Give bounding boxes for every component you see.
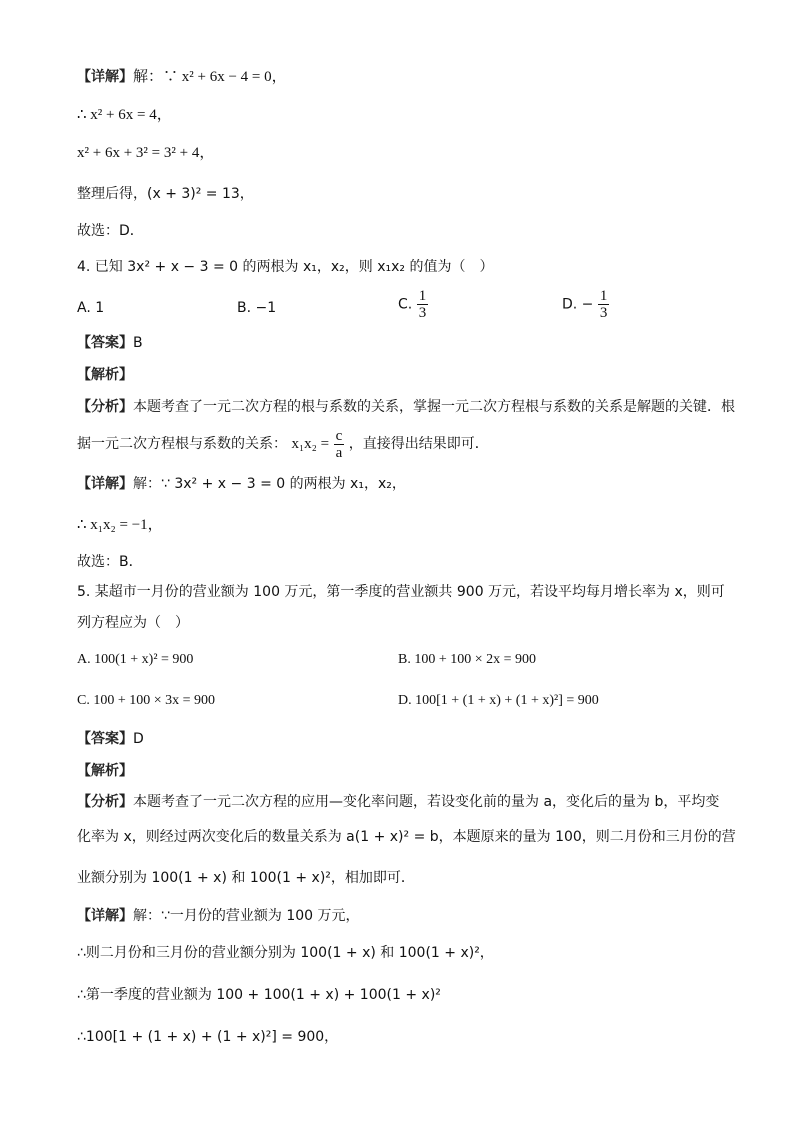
step-line-4: 整理后得，(x + 3)² = 13， — [77, 186, 254, 202]
detail-line-1 — [77, 66, 724, 88]
detail-5-line-4: ∴100[1 + (1 + x) + (1 + x)²] = 900， — [77, 1029, 339, 1045]
question-5-line-1: 5. 某超市一月份的营业额为 100 万元，第一季度的营业额共 900 万元，若设平均每月增长率为 x，则可 — [77, 584, 725, 600]
detail-5-line-2: ∴则二月份和三月份的营业额分别为 100(1 + x) 和 100(1 + x)²， — [77, 945, 494, 961]
q4-option-d — [562, 288, 609, 321]
formula-fraction — [334, 428, 345, 461]
q4-option-b: B. −1 — [237, 300, 277, 316]
detail-text: 解：∵ 3x² + x − 3 = 0 的两根为 x₁，x₂， — [133, 476, 406, 492]
analysis-4-line-2 — [77, 426, 724, 462]
detail-text: 解：∵一月份的营业额为 100 万元， — [133, 908, 360, 924]
answer-tag: 【答案】 — [77, 731, 133, 747]
detail-5-line-1 — [77, 905, 724, 927]
q4-option-c — [398, 288, 428, 321]
analysis-4-header — [77, 364, 724, 386]
analysis-text: ，直接得出结果即可． — [348, 436, 489, 452]
q5-option-b: B. 100 + 100 × 2x = 900 — [398, 652, 537, 667]
analysis-tag: 【解析】 — [77, 763, 133, 779]
formula: x₁x₂ = — [291, 436, 330, 452]
detail-4-line-3: 故选：B． — [77, 554, 143, 570]
q4-option-a: A. 1 — [77, 300, 105, 316]
detail-tag: 【详解】 — [77, 476, 133, 492]
q4-option-c-label: C. — [398, 296, 413, 313]
analysis-text: 据一元二次方程根与系数的关系： — [77, 436, 287, 452]
q5-option-a: A. 100(1 + x)² = 900 — [77, 652, 194, 667]
detail-5-line-3: ∴第一季度的营业额为 100 + 100(1 + x) + 100(1 + x)² — [77, 987, 441, 1003]
question-5-line-2: 列方程应为（ ） — [77, 615, 189, 631]
q4-option-d-label: D. − — [562, 296, 594, 313]
step-line-3: x² + 6x + 3² = 3² + 4， — [77, 145, 215, 161]
detail-tag: 【详解】 — [77, 908, 133, 924]
q5-option-d: D. 100[1 + (1 + x) + (1 + x)²] = 900 — [398, 693, 599, 708]
answer-value: D — [133, 731, 144, 747]
answer-4 — [77, 332, 724, 354]
detail-4-line-1 — [77, 473, 724, 495]
analysis-4-line-1 — [77, 396, 735, 418]
analysis-5-line-1 — [77, 791, 724, 813]
answer-value: B — [133, 335, 143, 351]
step-line-2: ∴ x² + 6x = 4， — [77, 107, 172, 123]
frac-numerator: 1 — [418, 288, 427, 304]
analysis-5-line-2: 化率为 x，则经过两次变化后的数量关系为 a(1 + x)² = b，本题原来的量为 100，则二月份和三月份的营 — [77, 829, 736, 845]
frac-denominator: 3 — [599, 305, 608, 321]
analysis-sub-tag: 【分析】 — [77, 794, 133, 810]
frac-numerator: c — [335, 427, 343, 444]
answer-5 — [77, 728, 724, 750]
q4-option-c-fraction — [417, 288, 429, 321]
q5-option-c: C. 100 + 100 × 3x = 900 — [77, 693, 216, 708]
analysis-sub-tag: 【分析】 — [77, 399, 133, 415]
q4-option-d-fraction — [598, 288, 610, 321]
detail-4-line-2: ∴ x₁x₂ = −1， — [77, 517, 163, 533]
analysis-tag: 【解析】 — [77, 367, 133, 383]
frac-denominator: a — [335, 444, 343, 461]
analysis-text: 本题考查了一元二次方程的应用—变化率问题，若设变化前的量为 a，变化后的量为 b，平均变 — [133, 794, 720, 810]
analysis-text: 本题考查了一元二次方程的根与系数的关系，掌握一元二次方程根与系数的关系是解题的关键．根 — [133, 399, 735, 415]
answer-tag: 【答案】 — [77, 335, 133, 351]
analysis-5-header — [77, 760, 724, 782]
analysis-5-line-3: 业额分别为 100(1 + x) 和 100(1 + x)²，相加即可． — [77, 870, 415, 886]
frac-numerator: 1 — [599, 288, 608, 304]
choice-line-5: 故选：D． — [77, 223, 144, 239]
frac-denominator: 3 — [418, 305, 427, 321]
detail-tag: 【详解】 — [77, 69, 133, 85]
question-4: 4. 已知 3x² + x − 3 = 0 的两根为 x₁，x₂，则 x₁x₂ 的值为（ ） — [77, 259, 494, 275]
equation-text: 解：∵ x² + 6x − 4 = 0， — [133, 69, 287, 85]
